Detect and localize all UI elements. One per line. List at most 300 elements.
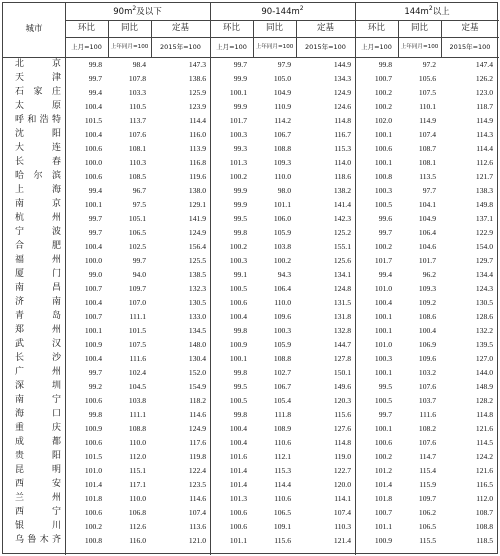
index-value: 101.6 (229, 452, 247, 461)
table-row (3, 59, 499, 70)
index-value: 110.1 (419, 102, 436, 111)
index-value: 129.7 (475, 256, 493, 265)
index-value: 100.6 (229, 508, 247, 517)
index-value: 147.4 (475, 60, 493, 69)
city-name: 北京 (15, 59, 61, 69)
index-value: 100.3 (229, 130, 247, 139)
index-value: 100.1 (374, 130, 392, 139)
index-value: 102.4 (128, 368, 146, 377)
index-value: 108.1 (128, 144, 146, 153)
table-row (3, 171, 499, 182)
index-value: 100.2 (374, 88, 392, 97)
index-value: 101.8 (84, 494, 102, 503)
index-value: 108.1 (418, 158, 436, 167)
index-value: 102.7 (273, 368, 291, 377)
index-value: 127.0 (475, 354, 493, 363)
index-value: 99.4 (88, 88, 102, 97)
index-value: 99.6 (378, 214, 392, 223)
index-value: 106.5 (273, 508, 291, 517)
index-value: 113.9 (189, 144, 206, 153)
group-label: 90-144m (261, 7, 300, 17)
index-value: 148.9 (475, 382, 493, 391)
index-value: 100.6 (229, 522, 247, 531)
index-value: 110.0 (129, 438, 146, 447)
price-index-table (2, 2, 498, 554)
city-name: 西安 (15, 479, 61, 489)
index-value: 144.7 (333, 340, 351, 349)
index-value: 101.5 (84, 452, 102, 461)
index-value: 116.8 (189, 158, 206, 167)
mom-base-header: 上月=100 (71, 43, 102, 51)
index-value: 97.7 (422, 186, 436, 195)
table-row (3, 185, 499, 196)
index-value: 103.2 (418, 368, 436, 377)
index-value: 100.1 (84, 200, 102, 209)
index-value: 96.7 (132, 186, 146, 195)
index-value: 115.5 (419, 536, 436, 545)
table-row (3, 535, 499, 546)
index-value: 104.1 (418, 200, 436, 209)
mom-base-header: 上月=100 (361, 43, 392, 51)
index-value: 99.8 (233, 228, 247, 237)
index-value: 101.0 (84, 466, 102, 475)
fixed-base-header: 定基 (171, 23, 189, 33)
index-value: 108.6 (418, 312, 436, 321)
index-value: 101.8 (374, 494, 392, 503)
index-value: 100.0 (84, 158, 102, 167)
index-value: 114.5 (476, 438, 493, 447)
index-value: 109.7 (418, 494, 436, 503)
index-value: 100.1 (229, 354, 247, 363)
index-value: 134.3 (333, 74, 351, 83)
city-name: 成都 (15, 437, 61, 447)
city-name: 广州 (15, 367, 61, 377)
index-value: 99.9 (233, 186, 247, 195)
table-row (3, 255, 499, 266)
index-value: 100.6 (84, 144, 102, 153)
index-value: 100.2 (374, 242, 392, 251)
mom-header: 环比 (222, 23, 240, 33)
city-column-header: 城市 (25, 24, 43, 34)
index-value: 116.5 (476, 480, 493, 489)
index-value: 108.9 (273, 424, 291, 433)
index-value: 107.4 (418, 130, 436, 139)
index-value: 101.4 (374, 480, 392, 489)
index-value: 101.1 (374, 522, 392, 531)
index-value: 101.1 (273, 200, 291, 209)
index-value: 105.9 (273, 340, 291, 349)
index-value: 116.0 (129, 536, 146, 545)
index-value: 105.4 (273, 396, 291, 405)
index-value: 100.4 (229, 438, 247, 447)
index-value: 99.8 (233, 410, 247, 419)
index-value: 101.5 (84, 116, 102, 125)
table-row (3, 297, 499, 308)
index-value: 110.9 (274, 102, 291, 111)
index-value: 98.4 (132, 60, 146, 69)
fixed-base-base-header: 2015年=100 (449, 43, 491, 51)
index-value: 99.9 (233, 74, 247, 83)
city-name: 南昌 (15, 283, 61, 293)
index-value: 100.1 (374, 368, 392, 377)
index-value: 99.7 (88, 368, 102, 377)
index-value: 128.2 (475, 396, 493, 405)
table-row (3, 493, 499, 504)
index-value: 101.4 (84, 480, 102, 489)
index-value: 99.8 (378, 60, 392, 69)
index-value: 94.3 (277, 270, 291, 279)
index-value: 154.0 (475, 242, 493, 251)
index-value: 115.4 (419, 466, 436, 475)
fixed-base-header: 定基 (461, 23, 479, 33)
table-row (3, 73, 499, 84)
index-value: 106.7 (273, 130, 291, 139)
index-value: 134.1 (333, 270, 351, 279)
index-value: 100.3 (229, 256, 247, 265)
index-value: 126.2 (475, 74, 493, 83)
index-value: 99.7 (88, 228, 102, 237)
index-value: 149.8 (475, 200, 493, 209)
index-value: 131.5 (333, 298, 351, 307)
index-value: 114.0 (334, 158, 351, 167)
mom-base-header: 上月=100 (216, 43, 247, 51)
index-value: 104.5 (128, 382, 146, 391)
index-value: 141.9 (188, 214, 206, 223)
index-value: 101.4 (229, 466, 247, 475)
index-value: 123.0 (475, 88, 493, 97)
table-row (3, 87, 499, 98)
index-value: 107.0 (128, 298, 146, 307)
index-value: 101.4 (229, 480, 247, 489)
index-value: 100.1 (374, 424, 392, 433)
index-value: 106.9 (418, 340, 436, 349)
index-value: 147.3 (188, 60, 206, 69)
index-value: 141.4 (333, 200, 351, 209)
group-label-sup: 2 (299, 5, 304, 13)
index-value: 127.6 (333, 424, 351, 433)
index-value: 108.7 (418, 144, 436, 153)
index-value: 138.5 (188, 270, 206, 279)
index-value: 100.6 (84, 508, 102, 517)
fixed-base-base-header: 2015年=100 (160, 43, 201, 51)
index-value: 120.0 (333, 480, 351, 489)
index-value: 130.5 (188, 298, 206, 307)
index-value: 116.7 (334, 130, 351, 139)
index-value: 131.8 (333, 312, 351, 321)
index-value: 123.5 (188, 480, 206, 489)
city-name: 乌鲁木齐 (15, 535, 61, 545)
index-value: 138.2 (333, 186, 351, 195)
index-value: 114.4 (476, 144, 493, 153)
index-value: 100.3 (374, 186, 392, 195)
table-row (3, 423, 499, 434)
index-value: 110.0 (129, 494, 146, 503)
group-label-sup: 2 (428, 5, 433, 13)
yoy-header: 同比 (120, 23, 138, 33)
index-value: 122.9 (475, 228, 493, 237)
index-value: 99.1 (233, 270, 247, 279)
index-value: 108.2 (418, 424, 436, 433)
index-value: 100.0 (84, 256, 102, 265)
index-value: 104.9 (273, 88, 291, 97)
index-value: 134.5 (188, 326, 206, 335)
index-value: 121.6 (475, 466, 493, 475)
table-row (3, 339, 499, 350)
index-value: 114.8 (476, 410, 493, 419)
city-name: 杭州 (15, 213, 61, 223)
index-value: 132.8 (333, 326, 351, 335)
group-label: 144m (404, 7, 429, 17)
table-row (3, 101, 499, 112)
index-value: 103.3 (128, 88, 146, 97)
index-value: 119.8 (189, 452, 206, 461)
index-value: 100.1 (84, 326, 102, 335)
index-value: 99.4 (378, 270, 392, 279)
table-row (3, 437, 499, 448)
index-value: 99.9 (233, 102, 247, 111)
index-value: 115.1 (129, 466, 146, 475)
index-value: 117.6 (189, 438, 206, 447)
table-row (3, 507, 499, 518)
index-value: 123.9 (188, 102, 206, 111)
index-value: 118.5 (476, 536, 493, 545)
index-value: 108.8 (273, 354, 291, 363)
index-value: 111.8 (274, 410, 291, 419)
index-value: 112.6 (476, 158, 493, 167)
index-value: 99.8 (88, 60, 102, 69)
index-value: 107.4 (188, 508, 206, 517)
index-value: 101.7 (418, 256, 436, 265)
index-value: 100.3 (374, 354, 392, 363)
index-value: 138.3 (475, 186, 493, 195)
city-name: 青岛 (15, 311, 61, 321)
city-name: 长沙 (15, 353, 61, 363)
index-value: 112.1 (274, 452, 291, 461)
index-value: 100.6 (229, 298, 247, 307)
index-value: 97.9 (277, 60, 291, 69)
index-value: 128.6 (475, 312, 493, 321)
index-value: 100.9 (84, 424, 102, 433)
city-name: 昆明 (15, 465, 61, 475)
index-value: 99.9 (233, 200, 247, 209)
city-name: 南宁 (15, 395, 61, 405)
table-row (3, 465, 499, 476)
index-value: 154.9 (188, 382, 206, 391)
index-value: 109.3 (273, 158, 291, 167)
city-name: 呼和浩特 (15, 115, 61, 125)
index-value: 100.8 (84, 536, 102, 545)
index-value: 100.4 (84, 298, 102, 307)
index-value: 124.3 (475, 284, 493, 293)
index-value: 99.7 (378, 410, 392, 419)
yoy-header: 同比 (265, 23, 283, 33)
index-value: 104.6 (418, 242, 436, 251)
index-value: 114.1 (334, 494, 351, 503)
index-value: 99.4 (88, 186, 102, 195)
index-value: 99.7 (88, 214, 102, 223)
index-value: 99.7 (132, 256, 146, 265)
table-row (3, 157, 499, 168)
index-value: 105.0 (273, 74, 291, 83)
index-value: 109.6 (273, 312, 291, 321)
index-value: 99.5 (233, 214, 247, 223)
index-value: 96.2 (422, 270, 436, 279)
index-value: 114.9 (419, 116, 436, 125)
index-value: 144.9 (333, 60, 351, 69)
yoy-base-header: 上年同月=100 (400, 44, 439, 50)
city-name: 石家庄 (15, 87, 61, 97)
index-value: 149.6 (333, 382, 351, 391)
index-value: 99.7 (378, 228, 392, 237)
city-name: 长春 (15, 157, 61, 167)
group-label-sup: 2 (132, 5, 137, 13)
index-value: 155.1 (333, 242, 351, 251)
index-value: 103.7 (418, 396, 436, 405)
city-name: 武汉 (15, 339, 61, 349)
index-value: 102.0 (374, 116, 392, 125)
index-value: 100.6 (374, 438, 392, 447)
city-name: 济南 (15, 297, 61, 307)
city-name: 天津 (15, 73, 61, 83)
index-value: 118.2 (189, 396, 206, 405)
index-value: 109.2 (418, 298, 436, 307)
table-row (3, 311, 499, 322)
city-name: 郑州 (15, 325, 61, 335)
index-value: 100.2 (84, 522, 102, 531)
index-value: 119.6 (189, 172, 206, 181)
index-value: 109.7 (128, 284, 146, 293)
index-value: 98.0 (277, 186, 291, 195)
index-value: 110.6 (274, 438, 291, 447)
table-row (3, 409, 499, 420)
index-value: 108.5 (128, 172, 146, 181)
index-value: 125.2 (333, 228, 351, 237)
index-value: 100.9 (84, 340, 102, 349)
index-value: 117.1 (129, 480, 146, 489)
index-value: 106.2 (418, 508, 436, 517)
index-value: 148.0 (188, 340, 206, 349)
index-value: 121.6 (475, 424, 493, 433)
index-value: 114.2 (274, 116, 291, 125)
index-value: 108.7 (475, 508, 493, 517)
index-value: 106.5 (418, 522, 436, 531)
index-value: 101.3 (229, 494, 247, 503)
index-value: 100.5 (229, 284, 247, 293)
group-header-small (65, 6, 210, 18)
index-value: 100.5 (374, 396, 392, 405)
index-value: 152.0 (188, 368, 206, 377)
index-value: 112.0 (129, 452, 146, 461)
index-value: 100.8 (374, 172, 392, 181)
table-row (3, 521, 499, 532)
index-value: 125.5 (188, 256, 206, 265)
index-value: 100.1 (229, 88, 247, 97)
index-value: 111.6 (129, 354, 146, 363)
table-row (3, 269, 499, 280)
index-value: 134.4 (475, 270, 493, 279)
table-row (3, 353, 499, 364)
table-row (3, 479, 499, 490)
index-value: 99.0 (88, 270, 102, 279)
index-value: 99.8 (233, 368, 247, 377)
index-value: 100.1 (374, 326, 392, 335)
index-value: 110.5 (129, 102, 146, 111)
yoy-base-header: 上年同月=100 (110, 44, 149, 50)
index-value: 137.1 (475, 214, 493, 223)
yoy-header: 同比 (410, 23, 428, 33)
index-value: 108.8 (475, 522, 493, 531)
index-value: 113.7 (129, 116, 146, 125)
yoy-base-header: 上年同月=100 (255, 44, 294, 50)
index-value: 101.1 (229, 536, 247, 545)
city-name: 西宁 (15, 507, 61, 517)
table-row (3, 143, 499, 154)
index-value: 111.1 (129, 312, 146, 321)
index-value: 100.2 (229, 172, 247, 181)
index-value: 94.0 (132, 270, 146, 279)
city-name: 合肥 (15, 241, 61, 251)
index-value: 107.8 (128, 74, 146, 83)
index-value: 103.8 (128, 396, 146, 405)
index-value: 114.4 (274, 480, 291, 489)
table-row (3, 283, 499, 294)
index-value: 99.8 (233, 326, 247, 335)
index-value: 100.9 (374, 536, 392, 545)
index-value: 121.4 (333, 536, 351, 545)
table-row (3, 367, 499, 378)
index-value: 99.5 (233, 382, 247, 391)
fixed-base-base-header: 2015年=100 (305, 43, 346, 51)
index-value: 150.1 (333, 368, 351, 377)
index-value: 124.9 (333, 88, 351, 97)
index-value: 112.0 (476, 494, 493, 503)
index-value: 121.0 (188, 536, 206, 545)
index-value: 127.8 (333, 354, 351, 363)
index-value: 100.2 (229, 242, 247, 251)
index-value: 119.0 (334, 452, 351, 461)
index-value: 106.8 (128, 508, 146, 517)
index-value: 110.6 (274, 494, 291, 503)
group-header-medium (210, 6, 355, 18)
index-value: 100.7 (374, 74, 392, 83)
index-value: 132.2 (475, 326, 493, 335)
index-value: 110.3 (334, 522, 351, 531)
city-name: 重庆 (15, 423, 61, 433)
index-value: 101.0 (374, 284, 392, 293)
group-label-suffix: 及以下 (136, 7, 162, 17)
index-value: 102.5 (128, 242, 146, 251)
index-value: 101.5 (128, 326, 146, 335)
index-value: 106.7 (273, 382, 291, 391)
index-value: 115.3 (274, 466, 291, 475)
index-value: 100.1 (374, 312, 392, 321)
index-value: 103.8 (273, 242, 291, 251)
index-value: 100.4 (418, 326, 436, 335)
table-row (3, 395, 499, 406)
city-name: 上海 (15, 185, 61, 195)
mom-header: 环比 (367, 23, 385, 33)
index-value: 100.5 (229, 396, 247, 405)
index-value: 116.0 (189, 130, 206, 139)
index-value: 124.2 (475, 452, 493, 461)
group-label: 90m (113, 7, 133, 17)
index-value: 118.7 (476, 102, 493, 111)
index-value: 101.0 (374, 340, 392, 349)
index-value: 115.3 (334, 144, 351, 153)
index-value: 97.2 (422, 60, 436, 69)
index-value: 112.6 (129, 522, 146, 531)
city-name: 南京 (15, 199, 61, 209)
